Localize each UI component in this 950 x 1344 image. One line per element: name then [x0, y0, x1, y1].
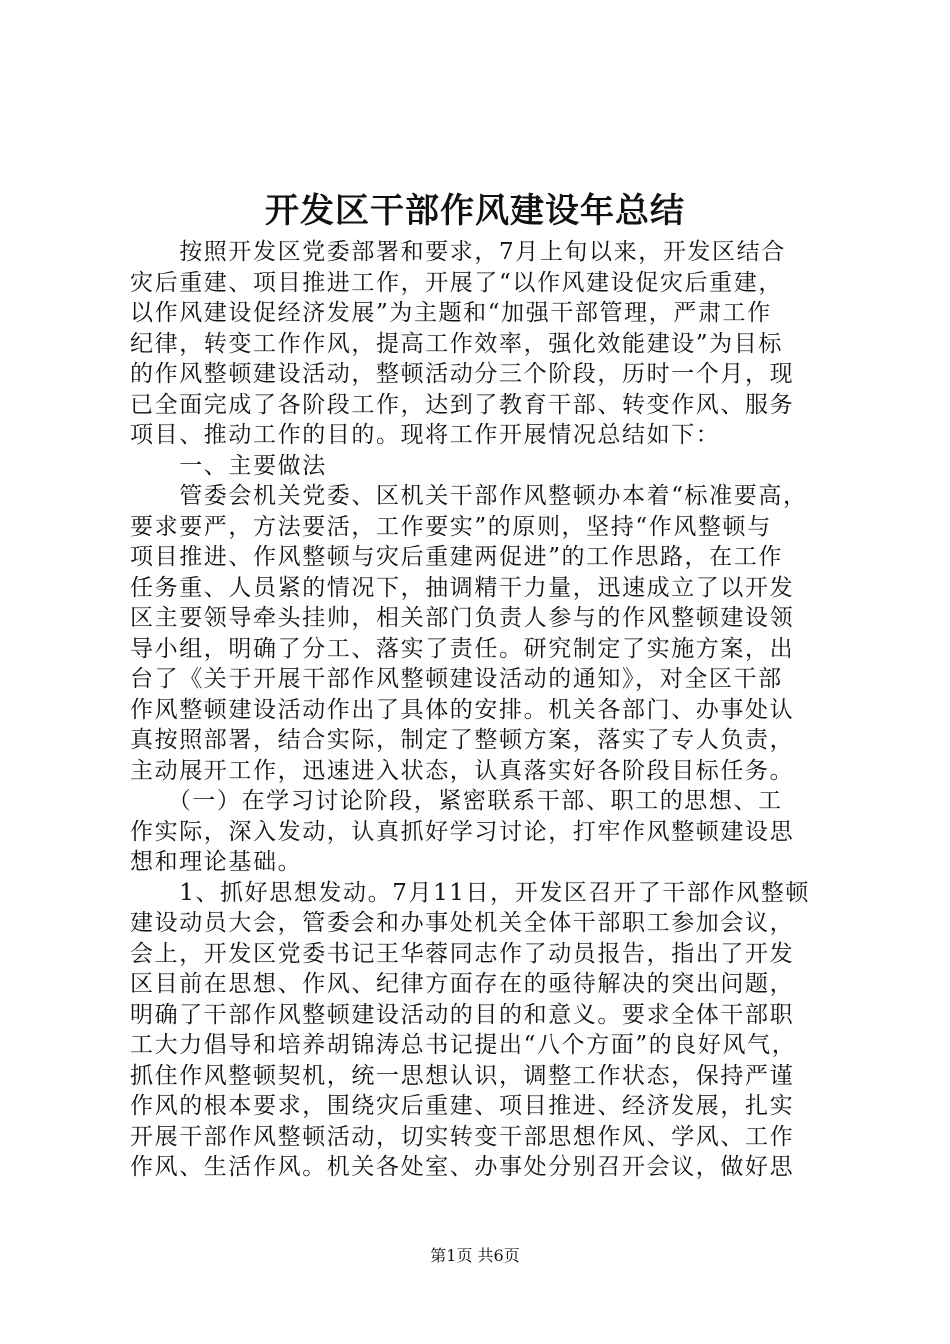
text-line: 抓住作风整顿契机，统一思想认识，调整工作状态，保持严谨 [130, 1062, 795, 1089]
text-line: 区目前在思想、作风、纪律方面存在的亟待解决的突出问题， [130, 971, 795, 997]
text-line: 作风、生活作风。机关各处室、办事处分别召开会议，做好思 [130, 1154, 795, 1180]
text-line: 工大力倡导和培养胡锦涛总书记提出“八个方面”的良好风气， [130, 1032, 797, 1058]
text-line: 一、主要做法 [130, 452, 327, 479]
text-line: 1、抓好思想发动。7月11日，开发区召开了干部作风整顿 [130, 879, 810, 906]
text-line: 开展干部作风整顿活动，切实转变干部思想作风、学风、工作 [130, 1123, 795, 1150]
text-line: 台了《关于开展干部作风整顿建设活动的通知》，对全区干部 [130, 666, 783, 692]
text-line: 作风的根本要求，围绕灾后重建、项目推进、经济发展，扎实 [130, 1093, 795, 1119]
text-line: 作实际，深入发动，认真抓好学习讨论，打牢作风整顿建设思 [130, 818, 795, 845]
document-body [130, 237, 830, 1183]
text-line: 想和理论基础。 [130, 849, 303, 875]
text-line: 按照开发区党委部署和要求，7月上旬以来，开发区结合 [130, 239, 786, 265]
text-line: 项目推进、作风整顿与灾后重建两促进”的工作思路，在工作 [130, 544, 783, 570]
text-line: 区主要领导牵头挂帅，相关部门负责人参与的作风整顿建设领 [130, 605, 795, 631]
text-line: 任务重、人员紧的情况下，抽调精干力量，迅速成立了以开发 [130, 574, 795, 601]
text-line: （一）在学习讨论阶段，紧密联系干部、职工的思想、工 [130, 788, 783, 814]
text-line: 真按照部署，结合实际，制定了整顿方案，落实了专人负责， [130, 727, 795, 753]
text-line: 主动展开工作，迅速进入状态，认真落实好各阶段目标任务。 [130, 757, 795, 784]
text-line: 项目、推动工作的目的。现将工作开展情况总结如下： [130, 422, 721, 448]
page-footer: 第1页 共6页 [430, 1246, 520, 1265]
text-line: 管委会机关党委、区机关干部作风整顿办本着“标准要高， [130, 483, 808, 509]
text-line: 会上，开发区党委书记王华蓉同志作了动员报告，指出了开发 [130, 940, 795, 967]
text-line: 作风整顿建设活动作出了具体的安排。机关各部门、办事处认 [130, 696, 795, 723]
text-line: 的作风整顿建设活动，整顿活动分三个阶段，历时一个月，现 [130, 361, 795, 387]
document-title: 开发区干部作风建设年总结 [265, 191, 685, 231]
text-line: 灾后重建、项目推进工作，开展了“以作风建设促灾后重建， [130, 269, 783, 296]
text-line: 建设动员大会，管委会和办事处机关全体干部职工参加会议， [130, 910, 795, 936]
text-line: 要求要严，方法要活，工作要实”的原则，坚持“作风整顿与 [130, 513, 772, 540]
text-line: 明确了干部作风整顿建设活动的目的和意义。要求全体干部职 [130, 1001, 795, 1028]
text-line: 导小组，明确了分工、落实了责任。研究制定了实施方案，出 [130, 635, 795, 662]
text-line: 以作风建设促经济发展”为主题和“加强干部管理，严肃工作 [130, 300, 772, 326]
text-line: 纪律，转变工作作风，提高工作效率，强化效能建设”为目标 [130, 330, 783, 357]
text-line: 已全面完成了各阶段工作，达到了教育干部、转变作风、服务 [130, 391, 795, 418]
